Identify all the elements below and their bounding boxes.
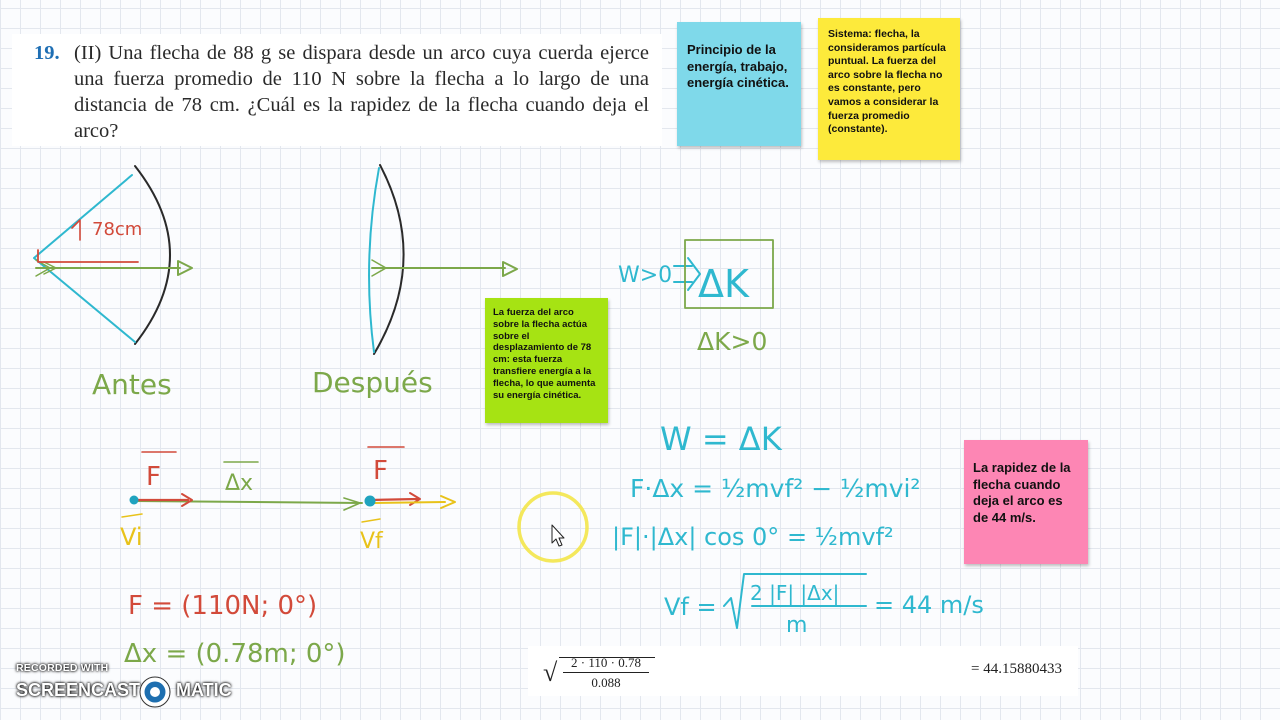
sticky-note-force-explanation: La fuerza del arco sobre la flecha actúa sobre el desplazamiento de 78 cm: esta fuerza transfiere energía a la flecha, lo que aumenta su energía cinética. — [485, 298, 608, 423]
displacement-vector-value: Δx = (0.78m; 0°) — [124, 639, 346, 669]
final-speed-equation — [664, 574, 984, 638]
distance-label: 78cm — [92, 219, 143, 240]
square-root-sign: √ — [543, 658, 558, 687]
sticky-note-principle: Principio de la energía, trabajo, energía cinética. — [677, 22, 801, 146]
magnitude-equation: |F|·|Δx| cos 0° = ½mvf² — [612, 523, 894, 551]
final-speed-lhs: Vf = — [664, 593, 717, 621]
force-label-initial: F — [146, 462, 161, 492]
bow-after-drawing — [369, 165, 517, 354]
force-label-final: F — [373, 456, 388, 486]
delta-k-label: ΔK — [698, 262, 749, 306]
work-energy-equation: W = ΔK — [660, 420, 782, 458]
after-label: Después — [312, 366, 433, 399]
final-speed-numerator: 2 |F| |Δx| — [750, 581, 840, 605]
final-velocity-label: Vf — [360, 529, 383, 554]
calculator-fraction — [560, 654, 652, 691]
displacement-label: Δx — [225, 471, 254, 496]
problem-number: 19. — [34, 42, 60, 64]
final-speed-result: = 44 m/s — [874, 591, 984, 619]
dot-product-equation: F·Δx = ½mvf² − ½mvi² — [630, 474, 921, 503]
problem-text: (II) Una flecha de 88 g se dispara desde un arco cuya cuerda ejerce una fuerza promedio de 110 N sobre la flecha a lo largo de una distancia de 78 cm. ¿Cuál es la rapidez de la flecha cuando deja el arco? — [74, 42, 649, 142]
sticky-note-answer: La rapidez de la flecha cuando deja el arco es de 44 m/s. — [964, 440, 1088, 564]
watermark-recorded-with: RECORDED WITH — [16, 662, 109, 674]
bow-before-drawing — [34, 166, 192, 344]
calculator-numerator: 2 · 110 · 0.78 — [571, 655, 641, 670]
vector-diagram — [122, 447, 455, 522]
calculator-result: = 44.15880433 — [971, 661, 1062, 677]
calculator-panel — [528, 646, 1078, 696]
force-vector-value: F = (110N; 0°) — [128, 591, 318, 621]
mouse-cursor — [519, 493, 587, 561]
watermark-brand-left: SCREENCAST — [16, 680, 141, 700]
fraction-line — [563, 672, 649, 673]
sticky-note-system: Sistema: flecha, la consideramos partícula puntual. La fuerza del arco sobre la flecha no es constante, pero vamos a considerar la fuerza promedio (constante). — [818, 18, 960, 160]
before-label: Antes — [92, 368, 172, 401]
watermark-brand-right: MATIC — [176, 680, 232, 700]
delta-k-positive-label: ΔK>0 — [697, 327, 768, 356]
initial-velocity-label: Vi — [120, 523, 143, 551]
final-speed-denominator: m — [786, 613, 808, 638]
calculator-denominator: 0.088 — [591, 675, 621, 690]
work-positive-label: W>0 — [618, 263, 673, 288]
screencast-logo-icon — [138, 675, 172, 709]
